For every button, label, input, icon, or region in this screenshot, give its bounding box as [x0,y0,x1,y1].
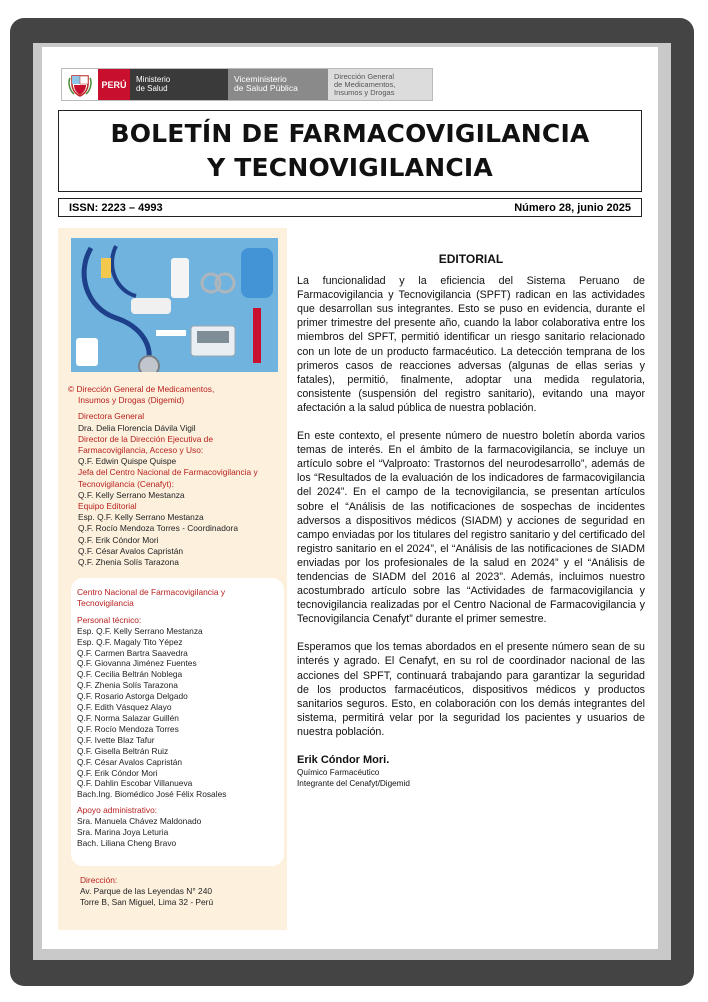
list-item: Q.F. Rosario Astorga Delgado [77,691,188,702]
list-item: Q.F. Rocío Mendoza Torres [77,723,179,734]
director-general-label: Directora General [78,411,145,422]
address-line-1: Av. Parque de las Leyendas N° 240 [80,886,213,897]
list-item: Q.F. Cecilia Beltrán Noblega [77,669,183,680]
address-line-2: Torre B, San Miguel, Lima 32 - Perú [80,897,214,908]
signer-title-2: Integrante del Cenafyt/Digemid [297,779,410,789]
list-item: Q.F. Rocío Mendoza Torres - Coordinadora [78,523,238,534]
editorial-column [297,252,645,789]
signer-title-1: Químico Farmacéutico [297,768,380,778]
document-page [42,47,658,949]
list-item: Esp. Q.F. Kelly Serrano Mestanza [77,625,203,636]
center-name: Centro Nacional de Farmacovigilancia y Tecnovigilancia [77,587,226,608]
address-block [80,875,280,909]
technical-staff-label: Personal técnico: [77,614,142,625]
copyright-line-2: Insumos y Drogas (Digemid) [78,395,185,406]
address-label: Dirección: [80,875,118,885]
credits-block [68,384,283,568]
title-line-1: BOLETÍN DE FARMACOVIGILANCIA [110,119,590,148]
list-item: Q.F. Edith Vásquez Alayo [77,702,172,713]
bulletin-title-box [58,110,642,192]
list-item: Esp. Q.F. Magaly Tito Yépez [77,636,183,647]
bulletin-title [59,117,641,185]
list-item: Q.F. Erik Cóndor Mori [78,534,159,545]
direction-label: Dirección General de Medicamentos, Insumos y Drogas [328,69,432,100]
list-item: Q.F. César Avalos Capristán [78,545,184,556]
issue-number: Número 28, junio 2025 [514,201,631,214]
director-general-name: Dra. Delia Florencia Dávila Vigil [78,422,196,433]
coat-of-arms-icon [62,69,98,100]
list-item: Esp. Q.F. Kelly Serrano Mestanza [78,512,204,523]
list-item: Sra. Manuela Chávez Maldonado [77,816,202,827]
copyright-line: © Dirección General de Medicamentos, [68,384,215,394]
list-item: Bach. Liliana Cheng Bravo [77,837,177,848]
issn: ISSN: 2223 – 4993 [69,201,163,214]
list-item: Q.F. Giovanna Jiménez Fuentes [77,658,197,669]
center-head-label: Jefa del Centro Nacional de Farmacovigilancia y Tecnovigilancia (Cenafyt): [78,467,258,489]
list-item: Q.F. Ivette Blaz Tafur [77,734,155,745]
list-item: Bach.Ing. Biomédico José Félix Rosales [77,789,227,800]
center-staff-box [71,578,284,866]
editorial-team-list [68,512,283,568]
list-item: Q.F. Zhenia Solís Tarazona [77,680,178,691]
list-item: Q.F. Carmen Bartra Saavedra [77,647,188,658]
signer-name: Erik Cóndor Mori. [297,754,390,766]
list-item: Q.F. Norma Salazar Guillén [77,712,179,723]
center-head-name: Q.F. Kelly Serrano Mestanza [78,489,185,500]
editorial-paragraph-2: En este contexto, el presente número de nuestro boletín aborda varios temas de interés. En el ámbito de la farmacovigilancia, se incluye un artículo sobre el “Valproato: Trastornos del neurodesarrollo”, además de los “Resultados de la evaluación de los indicadores de farmacovigilancia del 2024”. En el campo de la tecnovigilancia, se presentan artículos sobre el “Análisis de las notificaciones de sospechas de incidentes adversos a dispositivos médicos (SIADM) y acciones de seguridad en campo enviadas por los titulares del registro sanitario y del certificado del registro sanitario en el 2024”, el “Análisis de las notificaciones de SIADM enviadas por los profesionales de la salud en 2024” y el “Análisis de tendencias de SIADM del 2016 al 2023”. Además, incluimos nuestro acostumbrado artículo sobre las “Actividades de farmacovigilancia y tecnovigilancia realizadas por el Centro Nacional de Farmacovigilancia y Tecnovigilancia Cenafyt” durante el primer semestre. [297,430,645,626]
credits-sidebar [58,228,287,930]
editorial-paragraph-3: Esperamos que los temas abordados en el presente número sean de su interés y agrado. El Cenafyt, en su rol de coordinador nacional de las acciones del SPFT, continuará trabajando para garantizar la seguridad de los productos farmacéuticos, dispositivos médicos y productos sanitarios seguros. Esto, en colaboración con los demás integrantes del sistema, permitirá velar por la seguridad los pacientes y usuarios de nuestra población. [297,641,645,738]
list-item: Q.F. César Avalos Capristán [77,756,183,767]
vice-ministry-label: Viceministerio de Salud Pública [228,69,328,100]
executive-director-label: Director de la Dirección Ejecutiva de Farmacovigilancia, Acceso y Uso: [78,433,213,456]
ministry-label: Ministerio de Salud [130,69,228,100]
list-item: Q.F. Zhenia Solís Tarazona [78,557,179,568]
medical-supplies-image [71,238,278,372]
list-item: Q.F. Erik Cóndor Mori [77,767,158,778]
issn-bar [58,198,642,217]
editorial-paragraph-1: La funcionalidad y la eficiencia del Sistema Peruano de Farmacovigilancia y Tecnovigilancia (SPFT) radican en las actividades que desarrollan sus integrantes. Esto se puso en evidencia, durante el primer trimestre del presente año, cuando la labor colaborativa entre los miembros del SPFT, permitió identificar un riesgo sanitario relacionado con un lote de un producto farmacéutico. La detección temprana de los primeros casos de reacciones adversas (algunas de ellas serias y fatales), permitió, finalmente, adoptar una medida regulatoria, consistente (suspensión del registro sanitario), evitando una mayor afectación a la salud pública de nuestra población. [297,275,645,414]
peru-label: PERÚ [98,69,130,100]
editorial-team-label: Equipo Editorial [78,501,137,512]
ministry-logo-bar [61,68,433,101]
executive-director-name: Q.F. Edwin Quispe Quispe [78,456,177,467]
list-item: Sra. Marina Joya Leturia [77,827,169,838]
admin-staff-label: Apoyo administrativo: [77,805,158,816]
title-line-2: Y TECNOVIGILANCIA [207,153,493,182]
list-item: Q.F. Dahlin Escobar Villanueva [77,778,193,789]
editorial-heading: EDITORIAL [438,252,504,266]
list-item: Q.F. Gisella Beltrán Ruiz [77,745,169,756]
